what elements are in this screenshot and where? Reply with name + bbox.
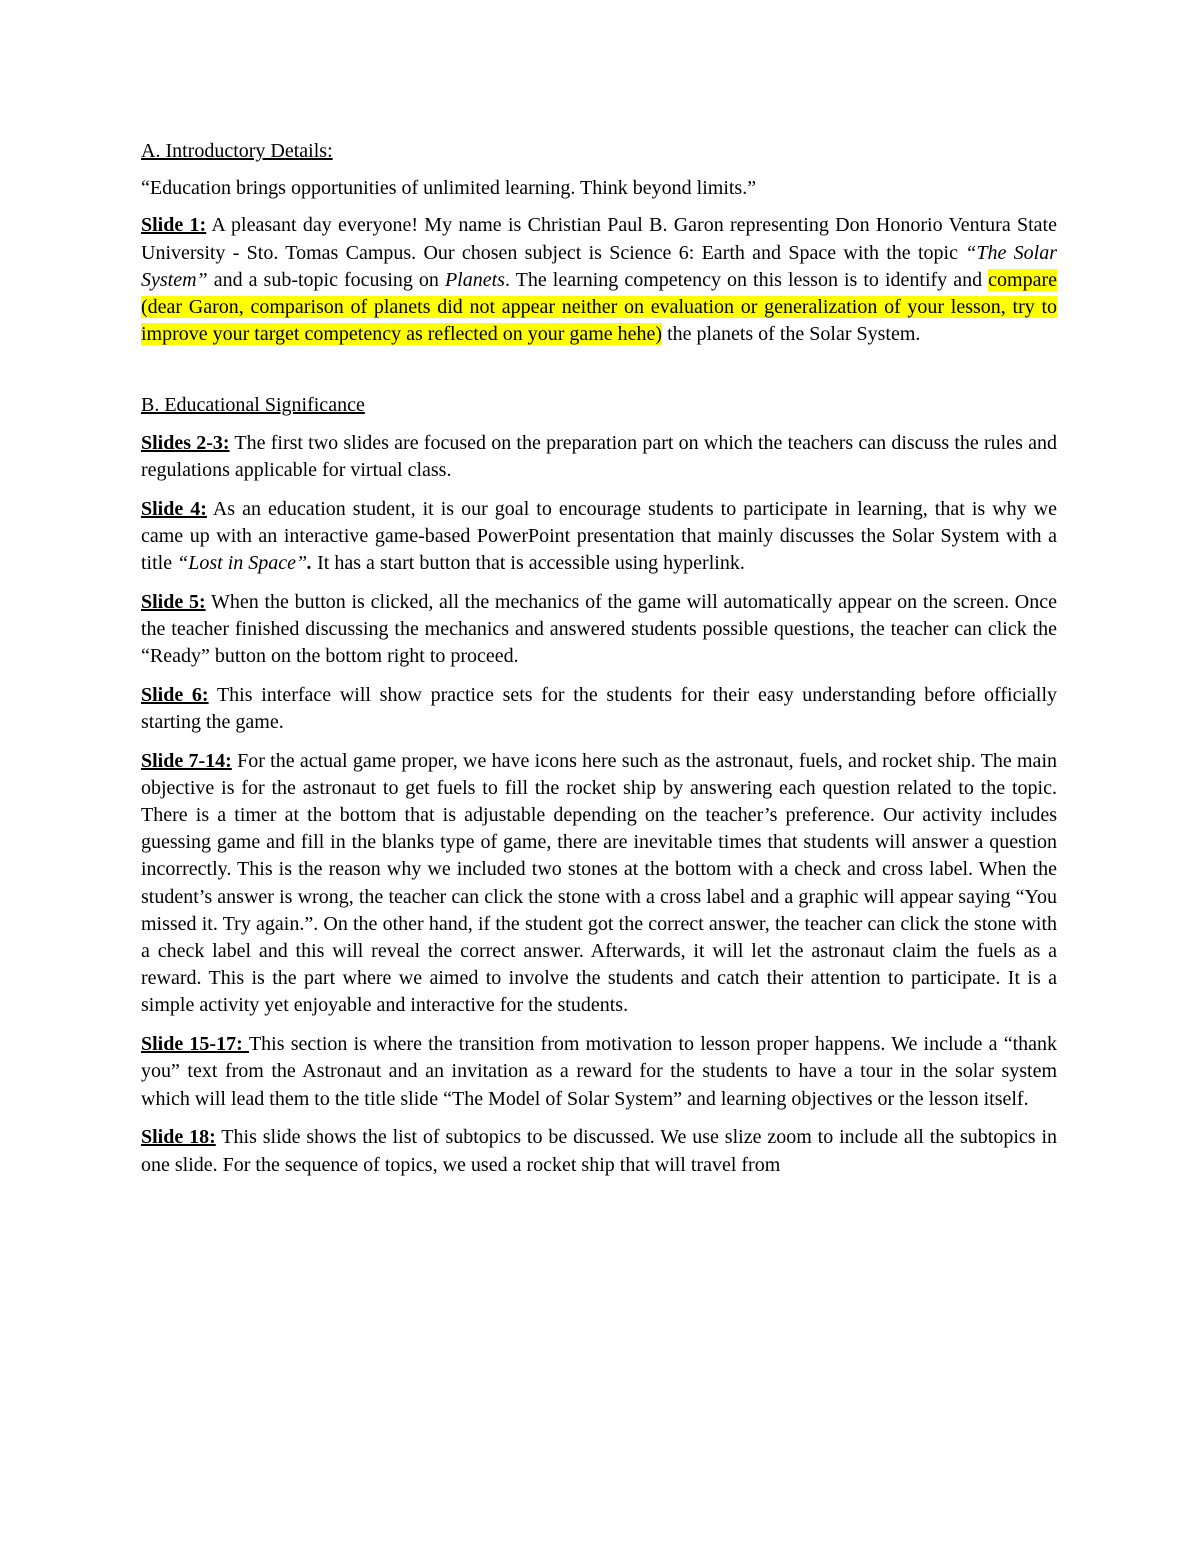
- slide-7-14-paragraph: [141, 748, 1057, 1020]
- slide-15-17-label: Slide 15-17:: [141, 1033, 249, 1056]
- reviewer-comment-highlight: compare (dear Garon, comparison of planets did not appear neither on evaluation or generalization of your lesson, try to improve your target competency as reflected on your game hehe): [141, 268, 1057, 346]
- slide-6-paragraph: [141, 682, 1057, 736]
- slide-15-17-paragraph: [141, 1031, 1057, 1113]
- slide-4-game-title: “Lost in Space”: [177, 551, 308, 574]
- slide-4-paragraph: [141, 496, 1057, 578]
- slides-2-3-text: The first two slides are focused on the preparation part on which the teachers can discuss the rules and regulations applicable for virtual class.: [141, 431, 1057, 481]
- slide-18-paragraph: [141, 1124, 1057, 1178]
- slide-18-label: Slide 18:: [141, 1126, 216, 1149]
- slide-4-text-2: It has a start button that is accessible using hyperlink.: [312, 551, 745, 574]
- slide-1-label: Slide 1:: [141, 214, 207, 237]
- slide-4-title-end: .: [307, 551, 313, 574]
- slide-5-text: When the button is clicked, all the mechanics of the game will automatically appear on the screen. Once the teacher finished discussing the mechanics and answered students possible questions, the teacher can click the “Ready” button on the bottom right to proceed.: [141, 590, 1057, 668]
- slide-5-label: Slide 5:: [141, 590, 206, 613]
- slide-4-label: Slide 4:: [141, 497, 207, 520]
- slide-7-14-label: Slide 7-14:: [141, 749, 232, 772]
- slide-6-label: Slide 6:: [141, 683, 209, 706]
- section-b-heading: B. Educational Significance: [141, 394, 365, 417]
- slide-1-text-2: and a sub-topic focusing on: [207, 268, 445, 291]
- slide-5-paragraph: [141, 589, 1057, 671]
- slides-2-3-label: Slides 2-3:: [141, 431, 230, 454]
- slide-7-14-text: For the actual game proper, we have icons here such as the astronaut, fuels, and rocket ship. The main objective is for the astronaut to get fuels to fill the rocket ship by answering each question related to the topic. There is a timer at the bottom that is adjustable depending on the teacher’s preference. Our activity includes guessing game and fill in the blanks type of game, there are inevitable times that students will answer a question incorrectly. This is the reason why we included two stones at the bottom with a check and cross label. When the student’s answer is wrong, the teacher can click the stone with a cross label and a graphic will appear saying “You missed it. Try again.”. On the other hand, if the student got the correct answer, the teacher can click the stone with a check label and this will reveal the correct answer. Afterwards, it will let the astronaut claim the fuels as a reward. This is the part where we aimed to involve the students and catch their attention to participate. It is a simple activity yet enjoyable and interactive for the students.: [141, 749, 1057, 1017]
- slide-1-text-3: . The learning competency on this lesson is to identify and: [504, 268, 989, 291]
- slide-1-text-4: the planets of the Solar System.: [662, 323, 921, 346]
- slide-1-paragraph: [141, 212, 1057, 348]
- slide-6-text: This interface will show practice sets for the students for their easy understanding before officially starting the game.: [141, 683, 1057, 733]
- slide-1-text-1: A pleasant day everyone! My name is Christian Paul B. Garon representing Don Honorio Ventura State University - Sto. Tomas Campus. Our chosen subject is Science 6: Earth and Space with the topic: [141, 214, 1057, 264]
- slide-1-topic: “The Solar System”: [141, 241, 1057, 291]
- slide-4-text-1: As an education student, it is our goal to encourage students to participate in learning, that is why we came up with an interactive game-based PowerPoint presentation that mainly discusses the Solar System with a title: [141, 497, 1057, 574]
- slide-15-17-text: This section is where the transition from motivation to lesson proper happens. We include a “thank you” text from the Astronaut and an invitation as a reward for the students to have a tour in the solar system which will lead them to the title slide “The Model of Solar System” and learning objectives or the lesson itself.: [141, 1033, 1058, 1110]
- slides-2-3-paragraph: [141, 430, 1057, 484]
- slide-1-subtopic: Planets: [444, 268, 505, 291]
- section-a-heading: A. Introductory Details:: [141, 140, 333, 162]
- document-page: [141, 138, 1057, 1190]
- intro-quote: “Education brings opportunities of unlimited learning. Think beyond limits.”: [141, 177, 757, 200]
- slide-18-text: This slide shows the list of subtopics to be discussed. We use slize zoom to include all the subtopics in one slide. For the sequence of topics, we used a rocket ship that will travel from: [141, 1126, 1057, 1176]
